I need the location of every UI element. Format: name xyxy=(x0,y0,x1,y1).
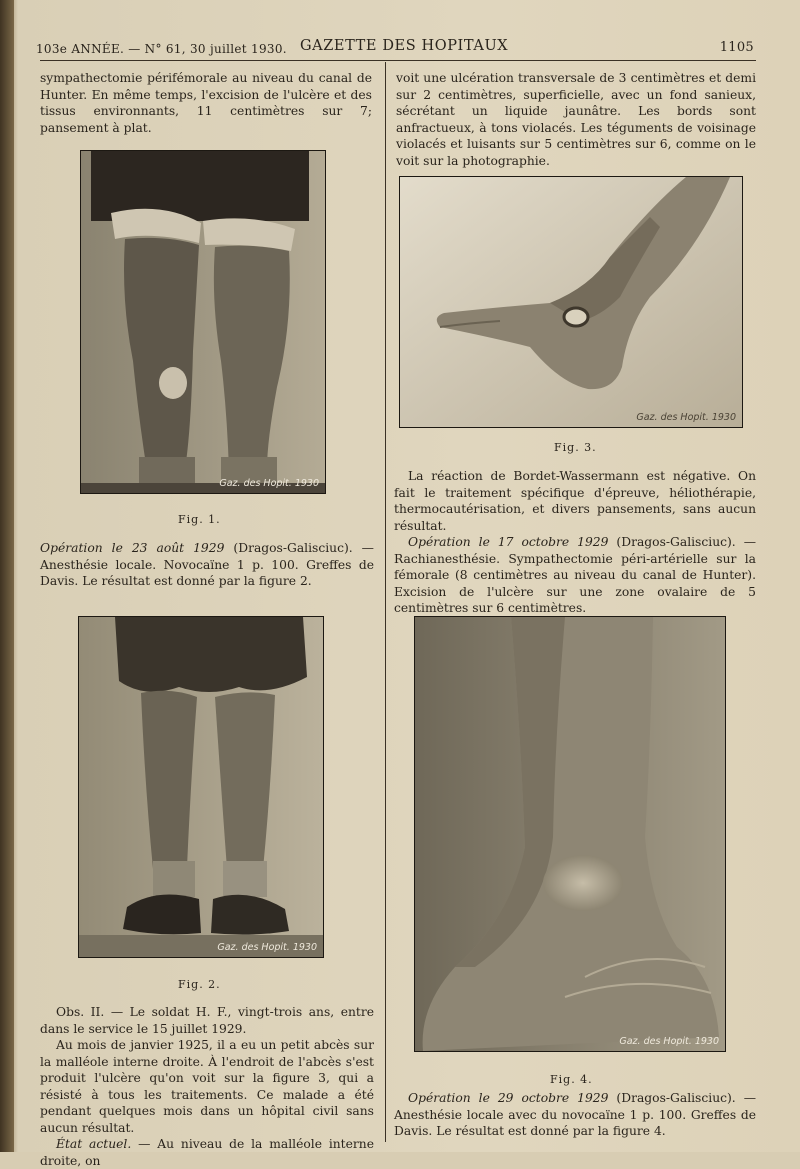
figure-4-caption: Fig. 4. xyxy=(550,1073,593,1086)
figure-2-caption: Fig. 2. xyxy=(178,978,221,991)
figure-1-credit: Gaz. des Hopit. 1930 xyxy=(219,478,319,489)
observation-2-state-text: — Au niveau de la malléole interne droite, on xyxy=(40,1137,374,1168)
observation-2-intro: Obs. II. — Le soldat H. F., vingt-trois ans, entre dans le service le 15 juillet 1929. xyxy=(40,1005,374,1036)
operation-2-body: (Dragos-Galisciuc). — Rachianesthésie. Sympathectomie péri-artérielle sur la fémorale (8 centimètres au niveau du canal de Hunter). Excision de l'ulcère sur une zone ovalaire de 5 centimètres sur 6 centimètres. xyxy=(394,535,756,615)
column-divider xyxy=(385,62,386,1142)
figure-2-credit: Gaz. des Hopit. 1930 xyxy=(217,942,317,953)
figure-2-photo xyxy=(78,616,324,958)
running-header xyxy=(36,38,758,58)
header-issue: 103e ANNÉE. — N° 61, 30 juillet 1930. xyxy=(36,42,287,56)
observation-2 xyxy=(40,1004,374,1169)
figure-1-caption: Fig. 1. xyxy=(178,513,221,526)
figure-4-note-date: Opération le 29 octobre 1929 xyxy=(408,1091,609,1105)
observation-2-history: Au mois de janvier 1925, il a eu un petit abcès sur la malléole interne droite. À l'endroit de l'abcès s'est produit l'ulcère qu'on voit sur la figure 3, qui a résisté à tous les traitements. Ce malade a été pendant quelques mois dans un hôpital civil sans aucun résultat. xyxy=(40,1038,374,1135)
binding-gutter xyxy=(0,0,14,1152)
figure-2-image xyxy=(79,617,323,957)
figure-1-photo xyxy=(80,150,326,494)
operation-2-date: Opération le 17 octobre 1929 xyxy=(408,535,609,549)
figure-3-caption: Fig. 3. xyxy=(554,441,597,454)
figure-1-note-date: Opération le 23 août 1929 xyxy=(40,541,225,555)
right-treatment-text xyxy=(394,468,756,617)
figure-4-credit: Gaz. des Hopit. 1930 xyxy=(619,1036,719,1047)
figure-4-photo xyxy=(414,616,726,1052)
figure-1-image xyxy=(81,151,325,493)
figure-3-photo xyxy=(399,176,743,428)
figure-4-image xyxy=(415,617,725,1051)
figure-1-note xyxy=(40,540,374,590)
header-title: GAZETTE DES HOPITAUX xyxy=(300,38,509,54)
observation-2-state-label: État actuel. xyxy=(56,1137,132,1151)
right-intro-paragraph: voit une ulcération transversale de 3 centimètres et demi sur 2 centimètres, superficielle, avec un fond sanieux, sécrétant un liquide jaunâtre. Les bords sont anfractueux, à tons violacés. Les téguments de voisinage violacés et luisants sur 5 centimètres sur 6, comme on le voit sur la photographie. xyxy=(396,71,756,168)
left-intro-paragraph: sympathectomie périfémorale au niveau du canal de Hunter. En même temps, l'excision de l'ulcère et des tissus environnants, 11 centimètres sur 7; pansement à plat. xyxy=(40,71,372,135)
figure-1-note-body: (Dragos-Galisciuc). — Anesthésie locale. Novocaïne 1 p. 100. Greffes de Davis. Le résultat est donné par la figure 2. xyxy=(40,541,374,588)
header-rule xyxy=(40,60,756,61)
figure-4-note-body: (Dragos-Galisciuc). — Anesthésie locale avec du novocaïne 1 p. 100. Greffes de Davis. Le résultat est donné par la figure 4. xyxy=(394,1091,756,1138)
figure-3-image xyxy=(400,177,742,427)
header-page-number: 1105 xyxy=(719,40,754,55)
figure-3-credit: Gaz. des Hopit. 1930 xyxy=(636,412,736,423)
figure-4-note xyxy=(394,1090,756,1140)
bordet-wassermann-paragraph: La réaction de Bordet-Wassermann est négative. On fait le traitement spécifique d'épreuve, héliothérapie, thermocautérisation, et divers pansements, sans aucun résultat. xyxy=(394,469,756,533)
